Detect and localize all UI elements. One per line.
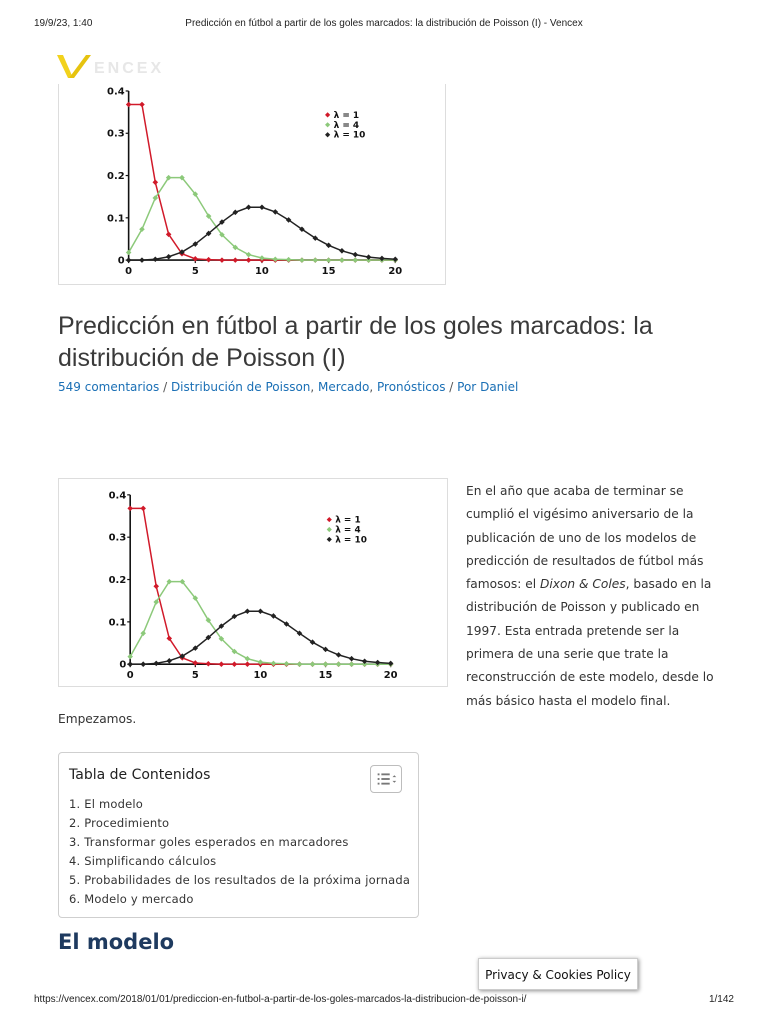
- toc-link[interactable]: Procedimiento: [84, 816, 170, 830]
- post-meta: [58, 380, 518, 394]
- privacy-policy-button[interactable]: Privacy & Cookies Policy: [478, 958, 638, 990]
- print-datetime: 19/9/23, 1:40: [34, 18, 93, 29]
- section-heading-el-modelo: El modelo: [58, 930, 175, 954]
- data-point: [140, 506, 146, 512]
- data-point: [219, 257, 225, 263]
- data-point: [388, 661, 394, 667]
- data-point: [336, 661, 342, 667]
- legend-label: λ = 4: [333, 120, 360, 131]
- x-tick-label: 0: [125, 266, 133, 278]
- data-point: [127, 654, 133, 660]
- intro-emphasis: Dixon & Coles: [539, 577, 626, 592]
- data-point: [339, 248, 345, 254]
- data-point: [326, 257, 332, 263]
- data-point: [310, 661, 316, 667]
- legend-marker: [327, 527, 332, 532]
- toc-item: [69, 814, 410, 833]
- x-tick-label: 5: [191, 266, 199, 278]
- site-logo[interactable]: [56, 52, 174, 82]
- data-point: [349, 656, 355, 662]
- y-tick-label: 0: [117, 255, 125, 267]
- vencex-v-logo-icon: [56, 52, 92, 82]
- legend-marker: [325, 132, 330, 137]
- print-page-title: Predicción en fútbol a partir de los goles marcados: la distribución de Poisson (I) - Vencex: [185, 18, 583, 29]
- article-chart: [58, 478, 448, 687]
- data-point: [323, 661, 329, 667]
- table-of-contents: [58, 752, 419, 918]
- category-separator: ,: [369, 380, 378, 394]
- legend-label: λ = 10: [335, 535, 367, 546]
- toc-item: [69, 852, 410, 871]
- data-point: [297, 661, 303, 667]
- y-tick-label: 0.3: [108, 532, 127, 544]
- x-tick-label: 0: [126, 670, 134, 682]
- toc-item-number: 5.: [69, 873, 85, 887]
- data-point: [326, 243, 332, 249]
- intro-text-2: , basado en la distribución de Poisson y publicado en 1997. Esta entrada pretende ser la primera de una serie que trate la reconstrucción de este modelo, desde lo más básico hasta el modelo final.: [466, 577, 714, 708]
- x-tick-label: 15: [318, 670, 333, 682]
- empezamos-text: Empezamos.: [58, 712, 137, 726]
- data-point: [127, 661, 133, 667]
- print-header: [34, 18, 734, 32]
- data-point: [206, 661, 212, 667]
- toc-item-number: 2.: [69, 816, 85, 830]
- data-point: [352, 257, 358, 263]
- data-point: [219, 661, 225, 667]
- data-point: [284, 661, 290, 667]
- toc-item: [69, 871, 410, 890]
- article-title: Predicción en fútbol a partir de los goles marcados: la distribución de Poisson (I): [58, 312, 653, 372]
- legend-label: λ = 1: [333, 110, 360, 121]
- data-point: [392, 256, 398, 262]
- x-tick-label: 10: [255, 266, 269, 278]
- category-link-mercado[interactable]: Mercado: [318, 380, 370, 394]
- intro-paragraph: [466, 480, 716, 713]
- data-point: [139, 102, 145, 108]
- data-point: [233, 257, 239, 263]
- y-tick-label: 0.1: [107, 213, 125, 225]
- toc-item-number: 6.: [69, 892, 85, 906]
- poisson-chart-body: [59, 479, 447, 686]
- data-point: [336, 652, 342, 658]
- toc-title: Tabla de Contenidos: [69, 767, 211, 783]
- toc-link[interactable]: Transformar goles esperados en marcadores: [84, 835, 349, 849]
- legend-label: λ = 4: [335, 525, 361, 536]
- data-point: [352, 252, 358, 258]
- data-point: [166, 254, 172, 260]
- toc-item-number: 4.: [69, 854, 85, 868]
- toc-item: [69, 833, 410, 852]
- legend-label: λ = 10: [333, 130, 366, 141]
- category-link-pronosticos[interactable]: Pronósticos: [377, 380, 446, 394]
- y-tick-label: 0: [119, 659, 127, 671]
- data-point: [271, 661, 277, 667]
- toc-toggle-button[interactable]: [370, 765, 402, 793]
- data-point: [312, 257, 318, 263]
- legend-marker: [325, 122, 330, 127]
- y-tick-label: 0.2: [107, 171, 125, 183]
- data-point: [246, 257, 252, 263]
- data-point: [126, 102, 132, 108]
- toc-link[interactable]: Simplificando cálculos: [84, 854, 217, 868]
- meta-separator: /: [445, 380, 458, 394]
- toc-item-number: 3.: [69, 835, 85, 849]
- logo-text: ENCEX: [94, 60, 165, 77]
- toc-list: [69, 795, 410, 909]
- y-tick-label: 0.4: [108, 490, 127, 502]
- print-footer: [34, 994, 734, 1008]
- data-point: [258, 609, 264, 615]
- x-tick-label: 15: [321, 266, 336, 278]
- toc-link[interactable]: El modelo: [84, 797, 143, 811]
- legend-marker: [325, 112, 330, 117]
- data-point: [349, 661, 355, 667]
- print-url: https://vencex.com/2018/01/01/prediccion-en-futbol-a-partir-de-los-goles-marcados-la-distribucion-de-poisson-i/: [34, 994, 527, 1005]
- data-point: [362, 658, 368, 664]
- series-line: [129, 178, 396, 260]
- y-tick-label: 0.2: [108, 574, 127, 586]
- x-tick-label: 20: [388, 266, 403, 278]
- data-point: [246, 204, 252, 210]
- toc-item-number: 1.: [69, 797, 85, 811]
- header-chart: [58, 84, 446, 285]
- data-point: [299, 257, 305, 263]
- data-point: [245, 609, 251, 615]
- data-point: [206, 257, 212, 263]
- y-tick-label: 0.3: [107, 128, 125, 140]
- comments-link[interactable]: 549 comentarios: [58, 380, 160, 394]
- data-point: [127, 506, 133, 512]
- data-point: [126, 257, 132, 263]
- series-line: [130, 582, 390, 665]
- legend-marker: [327, 517, 332, 522]
- data-point: [272, 256, 278, 262]
- data-point: [245, 661, 251, 667]
- toc-link[interactable]: Modelo y mercado: [84, 892, 194, 906]
- data-point: [140, 631, 146, 637]
- list-toggle-icon: [371, 766, 401, 792]
- author-by-label[interactable]: Por: [457, 380, 477, 394]
- toc-item: [69, 890, 410, 909]
- data-point: [323, 647, 329, 653]
- toc-link[interactable]: Probabilidades de los resultados de la próxima jornada: [84, 873, 411, 887]
- data-point: [153, 661, 159, 667]
- data-point: [245, 656, 251, 662]
- category-separator: ,: [310, 380, 319, 394]
- data-point: [140, 661, 146, 667]
- x-tick-label: 10: [253, 670, 268, 682]
- y-tick-label: 0.1: [108, 617, 127, 629]
- category-link-poisson[interactable]: Distribución de Poisson: [170, 380, 311, 394]
- data-point: [259, 204, 265, 210]
- data-point: [139, 257, 145, 263]
- legend-label: λ = 1: [335, 515, 361, 526]
- data-point: [286, 257, 292, 263]
- data-point: [153, 256, 159, 262]
- legend-marker: [327, 537, 332, 542]
- print-page-number: 1/142: [708, 994, 734, 1005]
- data-point: [153, 180, 159, 186]
- toc-item: [69, 795, 410, 814]
- data-point: [366, 254, 372, 260]
- data-point: [166, 658, 172, 664]
- author-link[interactable]: Daniel: [480, 380, 519, 394]
- x-tick-label: 5: [191, 670, 199, 682]
- x-tick-label: 20: [383, 670, 398, 682]
- data-point: [232, 661, 238, 667]
- intro-text-1: En el año que acaba de terminar se cumplió el vigésimo aniversario de la publicación de uno de los modelos de predicción de resultados de fútbol más famosos: el: [466, 484, 704, 592]
- data-point: [339, 257, 345, 263]
- poisson-chart-header: [59, 84, 445, 284]
- y-tick-label: 0.4: [107, 86, 125, 98]
- meta-separator: /: [159, 380, 171, 394]
- data-point: [153, 584, 159, 590]
- data-point: [246, 252, 252, 258]
